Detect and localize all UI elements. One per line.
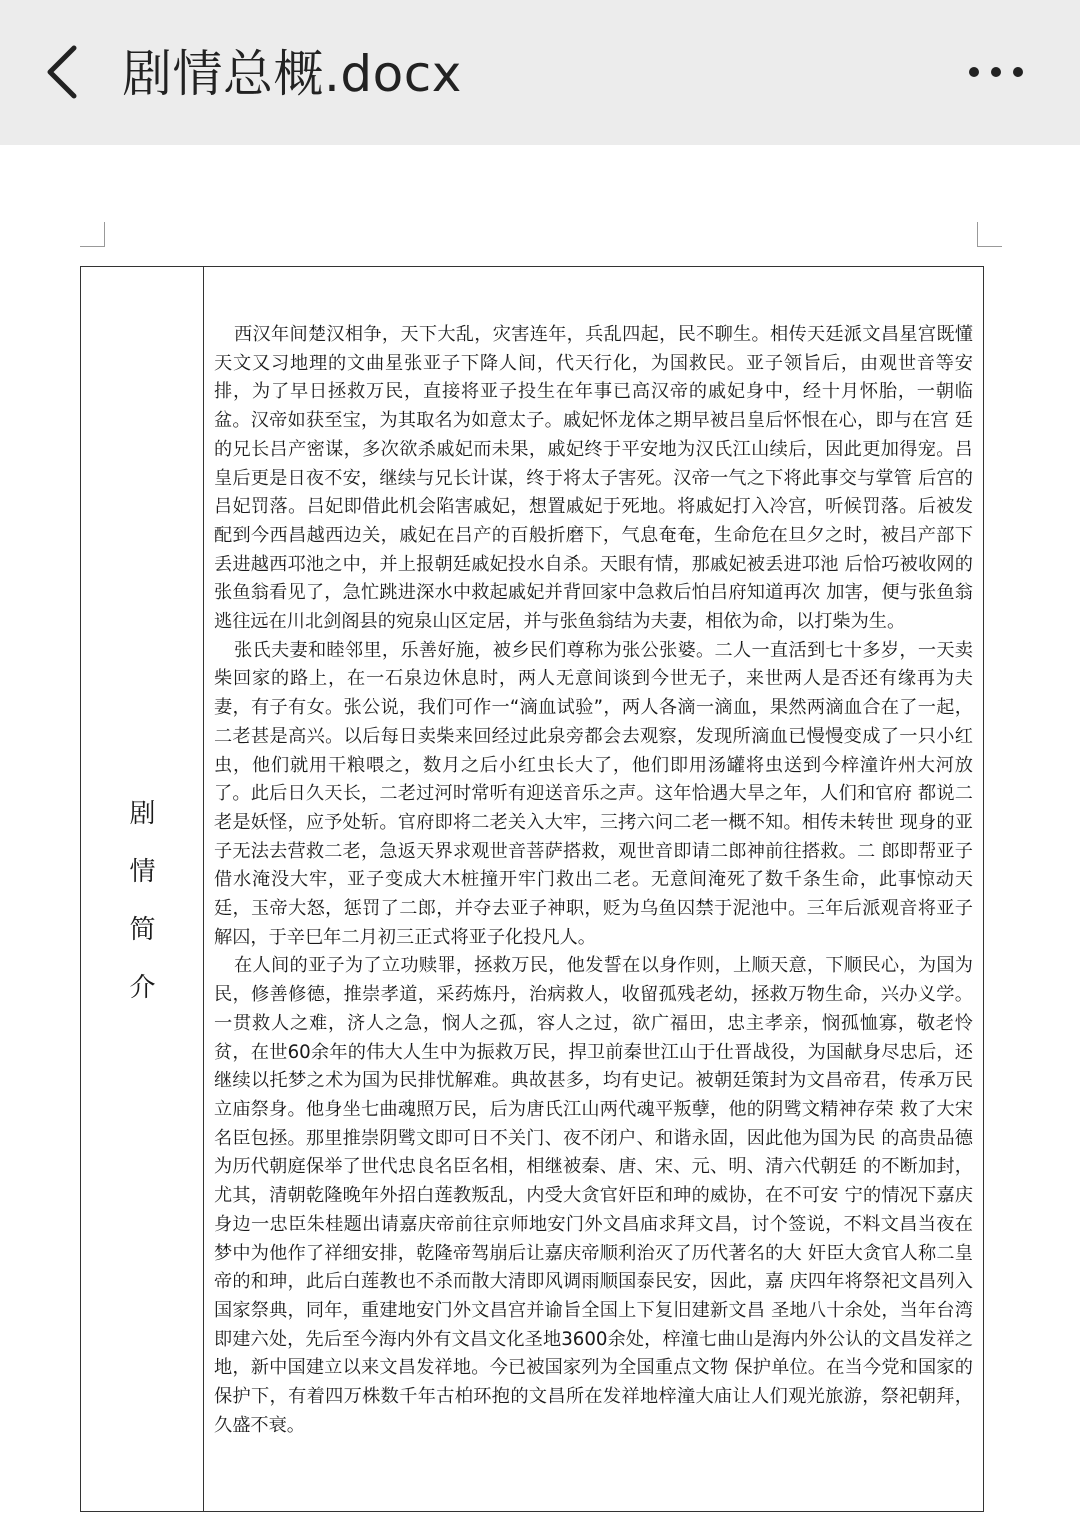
back-button[interactable] — [34, 40, 90, 104]
synopsis-table — [80, 266, 984, 1512]
crop-mark-top-right — [977, 222, 1002, 247]
paragraph: 西汉年间楚汉相争，天下大乱，灾害连年，兵乱四起，民不聊生。相传天廷派文昌星宫既懂天文又习地理的文曲星张亚子下降人间，代天行化，为国救民。亚子领旨后，由观世音等安排，为了早日拯救万民，直接将亚子投生在年事已高汉帝的戚妃身中，经十月怀胎，一朝临盆。汉帝如获至宝，为其取名为如意太子。戚妃怀龙体之期早被吕皇后怀恨在心，即与在宫 廷的兄长吕产密谋，多次欲杀戚妃而未果，戚妃终于平安地为汉氏江山续后，因此更加得宠。吕皇后更是日夜不安，继续与兄长计谋，终于将太子害死。汉帝一气之下将此事交与掌管 后宫的吕妃罚落。吕妃即借此机会陷害戚妃，想置戚妃于死地。将戚妃打入冷宫，听候罚落。后被发配到今西昌越西边关，戚妃在吕产的百般折磨下，气息奄奄，生命危在旦夕之时，被吕产部下丢进越西邛池之中，并上报朝廷戚妃投水自杀。天眼有情，那戚妃被丢进邛池 后恰巧被收网的张鱼翁看见了，急忙跳进深水中救起戚妃并背回家中急救后怕吕府知道再次 加害，便与张鱼翁逃往远在川北剑阁县的宛泉山区定居，并与张鱼翁结为夫妻，相依为命，以打柴为生。 — [214, 324, 973, 633]
paragraph: 在人间的亚子为了立功赎罪，拯救万民，他发誓在以身作则，上顺天意，下顺民心，为国为民，修善修德，推崇孝道，采药炼丹，治病救人，收留孤残老幼，拯救万物生命，兴办义学。一贯救人之难，济人之急，悯人之孤，容人之过，欲广福田，忠主孝亲，悯孤恤寡，敬老怜贫，在世60余年的伟大人生中为振救万民，捍卫前秦世江山于仕晋战役，为国献身尽忠后，还继续以托梦之术为国为民排忧解难。典故甚多，均有史记。被朝廷策封为文昌帝君，传承万民立庙祭身。他身坐七曲魂照万民，后为唐氏江山两代魂平叛孽，他的阴骘文精神存荣 救了大宋名臣包拯。那里推崇阴骘文即可日不关门、夜不闭户、和谐永固，因此他为国为民 的高贵品德为历代朝庭保举了世代忠良名臣名相，相继被秦、唐、宋、元、明、清六代朝廷 的不断加封，尤其，清朝乾隆晚年外招白莲教叛乱，内受大贪官奸臣和珅的威协，在不可安 宁的情况下嘉庆身边一忠臣朱桂题出请嘉庆帝前往京师地安门外文昌庙求拜文昌，讨个签说，不料文昌当夜在梦中为他作了祥细安排，乾隆帝驾崩后让嘉庆帝顺利治灭了历代著名的大 奸臣大贪官人称二皇帝的和珅，此后白莲教也不杀而散大清即风调雨顺国泰民安，因此，嘉 庆四年将祭祀文昌列入国家祭典，同年，重建地安门外文昌宫并谕旨全国上下复旧建新文昌 圣地八十余处，当年台湾即建六处，先后至今海内外有文昌文化圣地3600余处，梓潼七曲山是海内外公认的文昌发祥之地，新中国建立以来文昌发祥地。今已被国家列为全国重点文物 保护单位。在当今党和国家的保护下，有着四万株数千年古柏环抱的文昌所在发祥地梓潼大庙让人们观光旅游，祭祀朝拜，久盛不衰。 — [214, 955, 973, 1436]
row-label — [81, 785, 204, 1017]
row-label-char: 情 — [129, 857, 156, 887]
crop-mark-top-left — [80, 222, 105, 247]
row-label-char: 剧 — [129, 799, 156, 829]
row-label-cell — [81, 267, 204, 1511]
top-bar — [0, 0, 1080, 145]
document-title: 剧情总概.docx — [122, 45, 462, 103]
synopsis-content-cell — [204, 267, 983, 1511]
chevron-left-icon — [42, 42, 82, 102]
more-button[interactable] — [956, 50, 1036, 94]
paragraph: 张氏夫妻和睦邻里，乐善好施，被乡民们尊称为张公张婆。二人一直活到七十多岁，一天卖柴回家的路上，在一石泉边休息时，两人无意间谈到今世无子，来世两人是否还有缘再为夫妻，有子有女。张公说，我们可作一“滴血试验”，两人各滴一滴血，果然两滴血合在了一起，二老甚是高兴。以后每日卖柴来回经过此泉旁都会去观察，发现所滴血已慢慢变成了一只小红虫，他们就用干粮喂之，数月之后小红虫长大了，他们即用汤罐将虫送到今梓潼许州大河放了。此后日久天长，二老过河时常听有迎送音乐之声。这年恰遇大旱之年，人们和官府 都说二老是妖怪，应予处斩。官府即将二老关入大牢，三拷六问二老一概不知。相传未转世 现身的亚子无法去营救二老，急返天界求观世音菩萨搭救，观世音即请二郎神前往搭救。二 郎即帮亚子借水淹没大牢，亚子变成大木桩撞开牢门救出二老。无意间淹死了数千条生命，此事惊动天廷，玉帝大怒，惩罚了二郎，并夺去亚子神职，贬为乌鱼囚禁于泥池中。三年后派观音将亚子解囚，于辛巳年二月初三正式将亚子化投凡人。 — [214, 639, 973, 948]
more-horizontal-icon — [966, 65, 1026, 79]
row-label-char: 简 — [129, 915, 156, 945]
row-label-char: 介 — [129, 973, 156, 1003]
